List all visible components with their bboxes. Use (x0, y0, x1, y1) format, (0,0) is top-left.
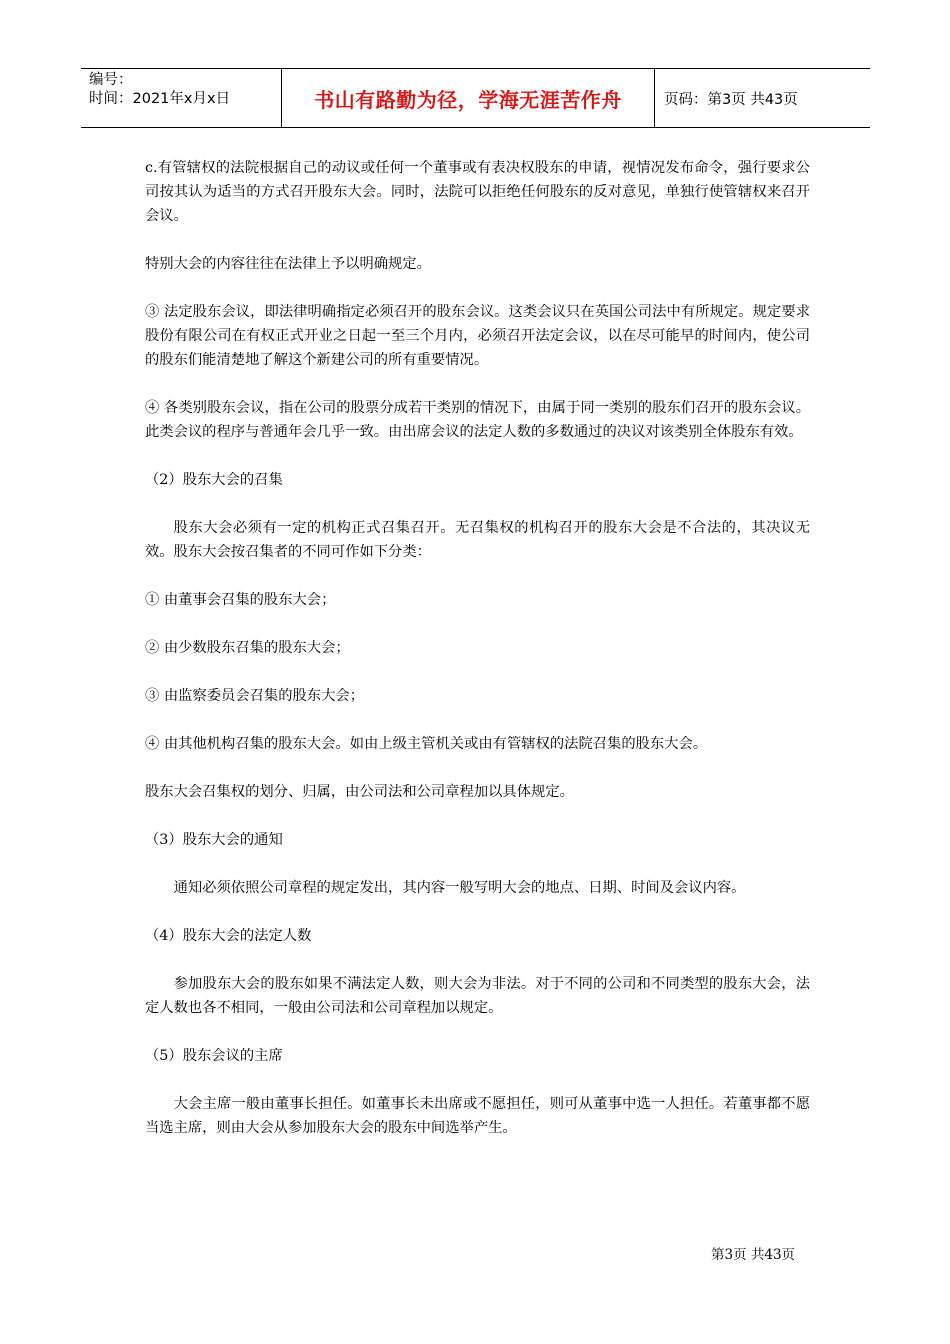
list-item: ② 由少数股东召集的股东大会； (145, 640, 350, 656)
serial-label: 编号： (89, 72, 133, 88)
list-item: ① 由董事会召集的股东大会； (145, 592, 336, 608)
paragraph: c.有管辖权的法院根据自己的动议或任何一个董事或有表决权股东的申请，视情况发布命令，强行要求公司按其认为适当的方式召开股东大会。同时，法院可以拒绝任何股东的反对意见，单独行使管辖权来召开会议。 (145, 160, 810, 224)
section-heading: （4）股东大会的法定人数 (145, 928, 312, 944)
page-footer: 第3页 共43页 (711, 1247, 796, 1263)
section-heading: （5）股东会议的主席 (145, 1048, 283, 1064)
list-item: ③ 由监察委员会召集的股东大会； (145, 688, 364, 704)
paragraph: 通知必须依照公司章程的规定发出，其内容一般写明大会的地点、日期、时间及会议内容。 (173, 880, 746, 896)
header-motto: 书山有路勤为径，学海无涯苦作舟 (282, 69, 655, 127)
section-heading: （3）股东大会的通知 (145, 832, 283, 848)
paragraph: ③ 法定股东会议，即法律明确指定必须召开的股东会议。这类会议只在英国公司法中有所规定。规定要求股份有限公司在有权正式开业之日起一至三个月内，必须召开法定会议，以在尽可能早的时间内，使公司的股东们能清楚地了解这个新建公司的所有重要情况。 (145, 304, 810, 368)
list-item: ④ 由其他机构召集的股东大会。如由上级主管机关或由有管辖权的法院召集的股东大会。 (145, 736, 708, 752)
document-body (145, 156, 810, 1164)
paragraph: 大会主席一般由董事长担任。如董事长未出席或不愿担任，则可从董事中选一人担任。若董事都不愿当选主席，则由大会从参加股东大会的股东中间选举产生。 (145, 1096, 810, 1136)
page-header (81, 68, 870, 128)
header-page-number: 页码：第3页 共43页 (664, 91, 798, 108)
section-heading: （2）股东大会的召集 (145, 472, 283, 488)
paragraph: ④ 各类别股东会议，指在公司的股票分成若干类别的情况下，由属于同一类别的股东们召开的股东会议。此类会议的程序与普通年会几乎一致。由出席会议的法定人数的多数通过的决议对该类别全体股东有效。 (145, 400, 810, 440)
header-meta (81, 69, 282, 127)
paragraph: 股东大会召集权的划分、归属，由公司法和公司章程加以具体规定。 (145, 784, 574, 800)
paragraph: 参加股东大会的股东如果不满法定人数，则大会为非法。对于不同的公司和不同类型的股东大会，法定人数也各不相同，一般由公司法和公司章程加以规定。 (145, 976, 810, 1016)
paragraph: 特别大会的内容往往在法律上予以明确规定。 (145, 256, 431, 272)
time-label: 时间：2021年x月x日 (89, 91, 231, 107)
paragraph: 股东大会必须有一定的机构正式召集召开。无召集权的机构召开的股东大会是不合法的，其决议无效。股东大会按召集者的不同可作如下分类： (145, 520, 810, 560)
